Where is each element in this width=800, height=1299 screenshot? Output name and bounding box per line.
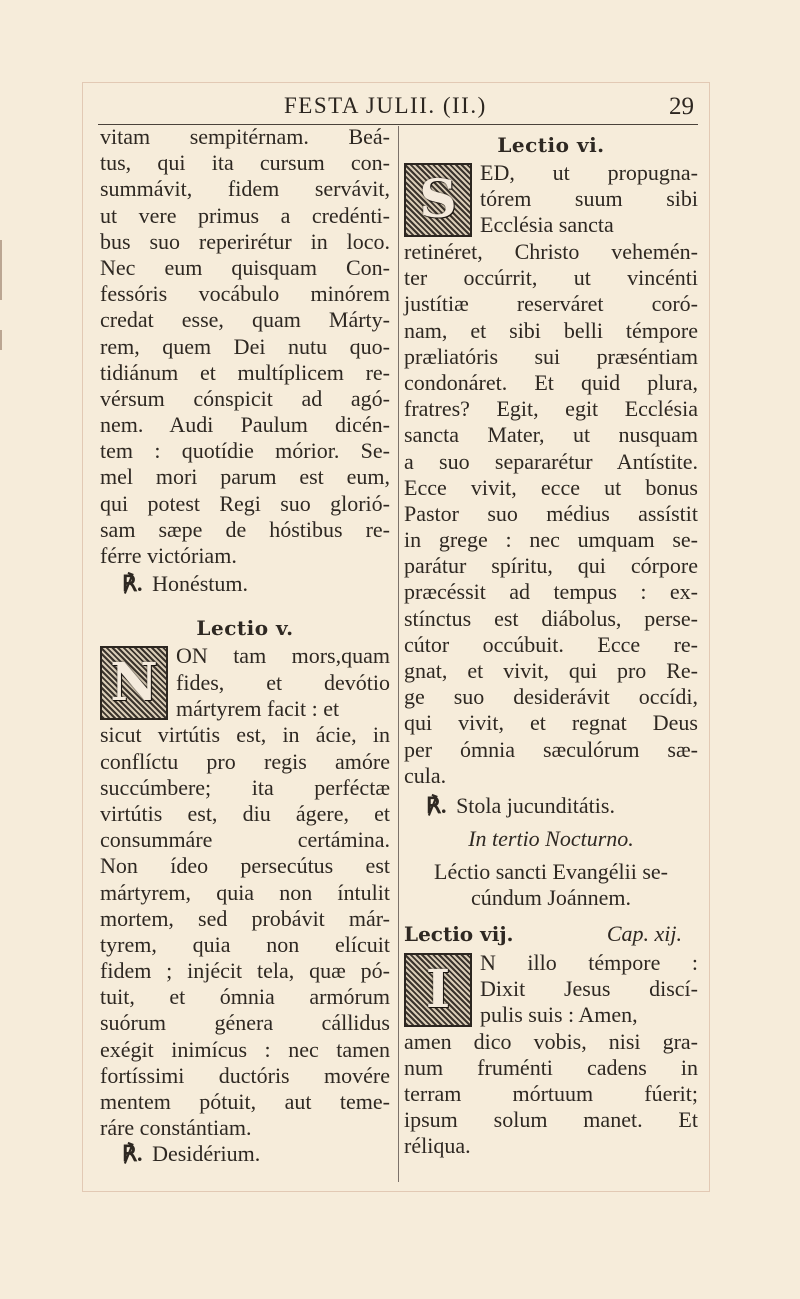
text-line: férre victóriam. xyxy=(100,543,237,568)
text-line: N illo témpore : xyxy=(480,949,698,975)
text-line: ráre constántiam. xyxy=(100,1115,252,1141)
text-line: virtútis est, diu ágere, et xyxy=(100,800,390,826)
text-line: mel mori parum est eum, xyxy=(100,464,390,490)
text-line: conflíctu pro regis amóre xyxy=(100,748,390,774)
text-line: Dixit Jesus discí- xyxy=(480,975,698,1001)
text-line: mártyrem, quia non íntulit xyxy=(100,879,390,905)
responsory-text: Desidérium. xyxy=(152,1141,261,1167)
text-line: terram mórtuum fúerit; xyxy=(404,1080,698,1106)
text-line: per ómnia sæculórum sæ- xyxy=(404,736,698,762)
nocturn-heading: In tertio Nocturno. xyxy=(468,826,634,852)
text-line: Pastor suo médius assístit xyxy=(404,500,698,526)
text-line: rem, quem Dei nutu quo- xyxy=(100,333,390,359)
text-line: mártyrem facit : et xyxy=(176,695,340,721)
text-line: nem. Audi Paulum dicén- xyxy=(100,412,390,438)
text-line: réliqua. xyxy=(404,1133,471,1159)
text-line: justítiæ reserváret coró- xyxy=(404,291,698,317)
text-line: vitam sempitérnam. Beá- xyxy=(100,124,390,149)
text-line: succúmbere; ita perféctæ xyxy=(100,774,390,800)
text-line: num fruménti cadens in xyxy=(404,1054,698,1080)
text-line: tidiánum et multíplicem re- xyxy=(100,359,390,385)
text-line: stínctus est diábolus, perse- xyxy=(404,605,698,631)
text-line: ON tam mors,quam xyxy=(176,643,390,669)
right-column xyxy=(404,124,698,1159)
text-line: exégit inimícus : nec tamen xyxy=(100,1036,390,1062)
text-line: ut vere primus a credénti- xyxy=(100,202,390,228)
responsory-symbol: ℟. xyxy=(122,1141,143,1167)
dropcap-S-ornament xyxy=(404,163,472,237)
gospel-intro xyxy=(404,859,698,911)
text-line: fidem ; injécit tela, quæ pó- xyxy=(100,958,390,984)
text-line: fides, et devótio xyxy=(176,669,390,695)
page-number: 29 xyxy=(669,93,694,120)
text-line: retinéret, Christo vehemén- xyxy=(404,239,698,264)
running-header xyxy=(100,93,700,125)
dropcap-I-ornament xyxy=(404,953,472,1027)
text-line: parátur spíritu, qui córpore xyxy=(404,553,698,579)
text-line: ge suo desiderávit occídi, xyxy=(404,684,698,710)
text-line: summávit, fidem servávit, xyxy=(100,176,390,202)
responsory-honestum xyxy=(100,571,390,597)
lectio-v-body xyxy=(100,643,390,1141)
dropcap-N-ornament xyxy=(100,646,168,720)
responsory-symbol: ℟. xyxy=(122,571,143,597)
lectio-vi-body xyxy=(404,160,698,789)
left-column xyxy=(100,124,390,1168)
lectio-iv-continuation xyxy=(100,124,390,569)
responsory-stola xyxy=(404,793,698,819)
text-line: bus suo reperirétur in loco. xyxy=(100,228,390,254)
text-line: mentem pótuit, aut teme- xyxy=(100,1089,390,1114)
text-line: nam, et sibi belli témpore xyxy=(404,317,698,343)
text-line: ipsum solum manet. Et xyxy=(404,1107,698,1133)
text-line: Ecce vivit, ecce ut bonus xyxy=(404,474,698,500)
text-line: fessóris vocábulo minórem xyxy=(100,281,390,307)
text-line: ter occúrrit, ut vincénti xyxy=(404,265,698,291)
responsory-text: Stola jucunditátis. xyxy=(456,792,615,818)
dropcap-letter: S xyxy=(419,169,457,230)
text-line: Ecclésia sancta xyxy=(480,212,614,238)
text-line: amen dico vobis, nisi gra- xyxy=(404,1028,698,1054)
dropcap-letter: N xyxy=(110,652,158,714)
text-line: mortem, sed probávit már- xyxy=(100,905,390,931)
responsory-desiderium xyxy=(100,1141,390,1167)
dropcap-letter: I xyxy=(425,958,451,1020)
text-line: sam sæpe de hóstibus re- xyxy=(100,516,390,542)
chapter-reference: Cap. xij. xyxy=(606,920,682,946)
text-line: sancta Mater, ut nusquam xyxy=(404,422,698,448)
text-line: cútor occúbuit. Ecce re- xyxy=(404,631,698,657)
text-line: fratres? Egit, egit Ecclésia xyxy=(404,396,698,422)
text-line: Nec eum quisquam Con- xyxy=(100,254,390,280)
text-line: cula. xyxy=(404,762,447,788)
text-line: suórum génera cállidus xyxy=(100,1010,390,1036)
text-line: qui potest Regi suo glorió- xyxy=(100,490,390,516)
page-edge-mark xyxy=(0,240,2,300)
text-line: vérsum cónspicit ad agó- xyxy=(100,385,390,411)
text-line: consummáre certámina. xyxy=(100,827,390,853)
text-line: præcéssit ad tempus : ex- xyxy=(404,579,698,605)
text-line: credat esse, quam Márty- xyxy=(100,307,390,333)
text-line: pulis suis : Amen, xyxy=(480,1001,638,1027)
lectio-vii-body xyxy=(404,950,698,1160)
text-line: tem : quotídie mórior. Se- xyxy=(100,438,390,464)
text-line: condonáret. Et quid plura, xyxy=(404,369,698,395)
gospel-intro-line: Léctio sancti Evangélii se- xyxy=(434,859,668,885)
text-line: ED, ut propugna- xyxy=(480,160,698,185)
text-line: gnat, et vivit, qui pro Re- xyxy=(404,658,698,683)
lectio-vii-heading-row xyxy=(404,918,698,950)
text-line: tórem suum sibi xyxy=(480,186,698,212)
lectio-vii-heading: Lectio vij. xyxy=(404,921,514,946)
text-line: tyrem, quia non elícuit xyxy=(100,931,390,957)
responsory-text: Honéstum. xyxy=(152,571,249,597)
gospel-intro-line: cúndum Joánnem. xyxy=(470,885,632,911)
text-line: tus, qui ita cursum con- xyxy=(100,150,390,176)
lectio-vi-heading: Lectio vi. xyxy=(497,133,605,157)
responsory-symbol: ℟. xyxy=(426,792,447,818)
text-line: a suo separarétur Antístite. xyxy=(404,448,698,474)
text-line: in grege : nec umquam se- xyxy=(404,527,698,553)
page-edge-mark xyxy=(0,330,2,350)
header-title: FESTA JULII. (II.) xyxy=(284,93,487,118)
column-divider xyxy=(398,126,399,1182)
text-line: Non ídeo persecútus est xyxy=(100,853,390,879)
text-line: sicut virtútis est, in ácie, in xyxy=(100,722,390,748)
text-line: præliatóris sui præséntiam xyxy=(404,343,698,369)
text-line: fortíssimi ductóris movére xyxy=(100,1062,390,1088)
text-line: tuit, et ómnia armórum xyxy=(100,984,390,1010)
text-line: qui vivit, et regnat Deus xyxy=(404,710,698,736)
lectio-v-heading: Lectio v. xyxy=(196,616,294,641)
